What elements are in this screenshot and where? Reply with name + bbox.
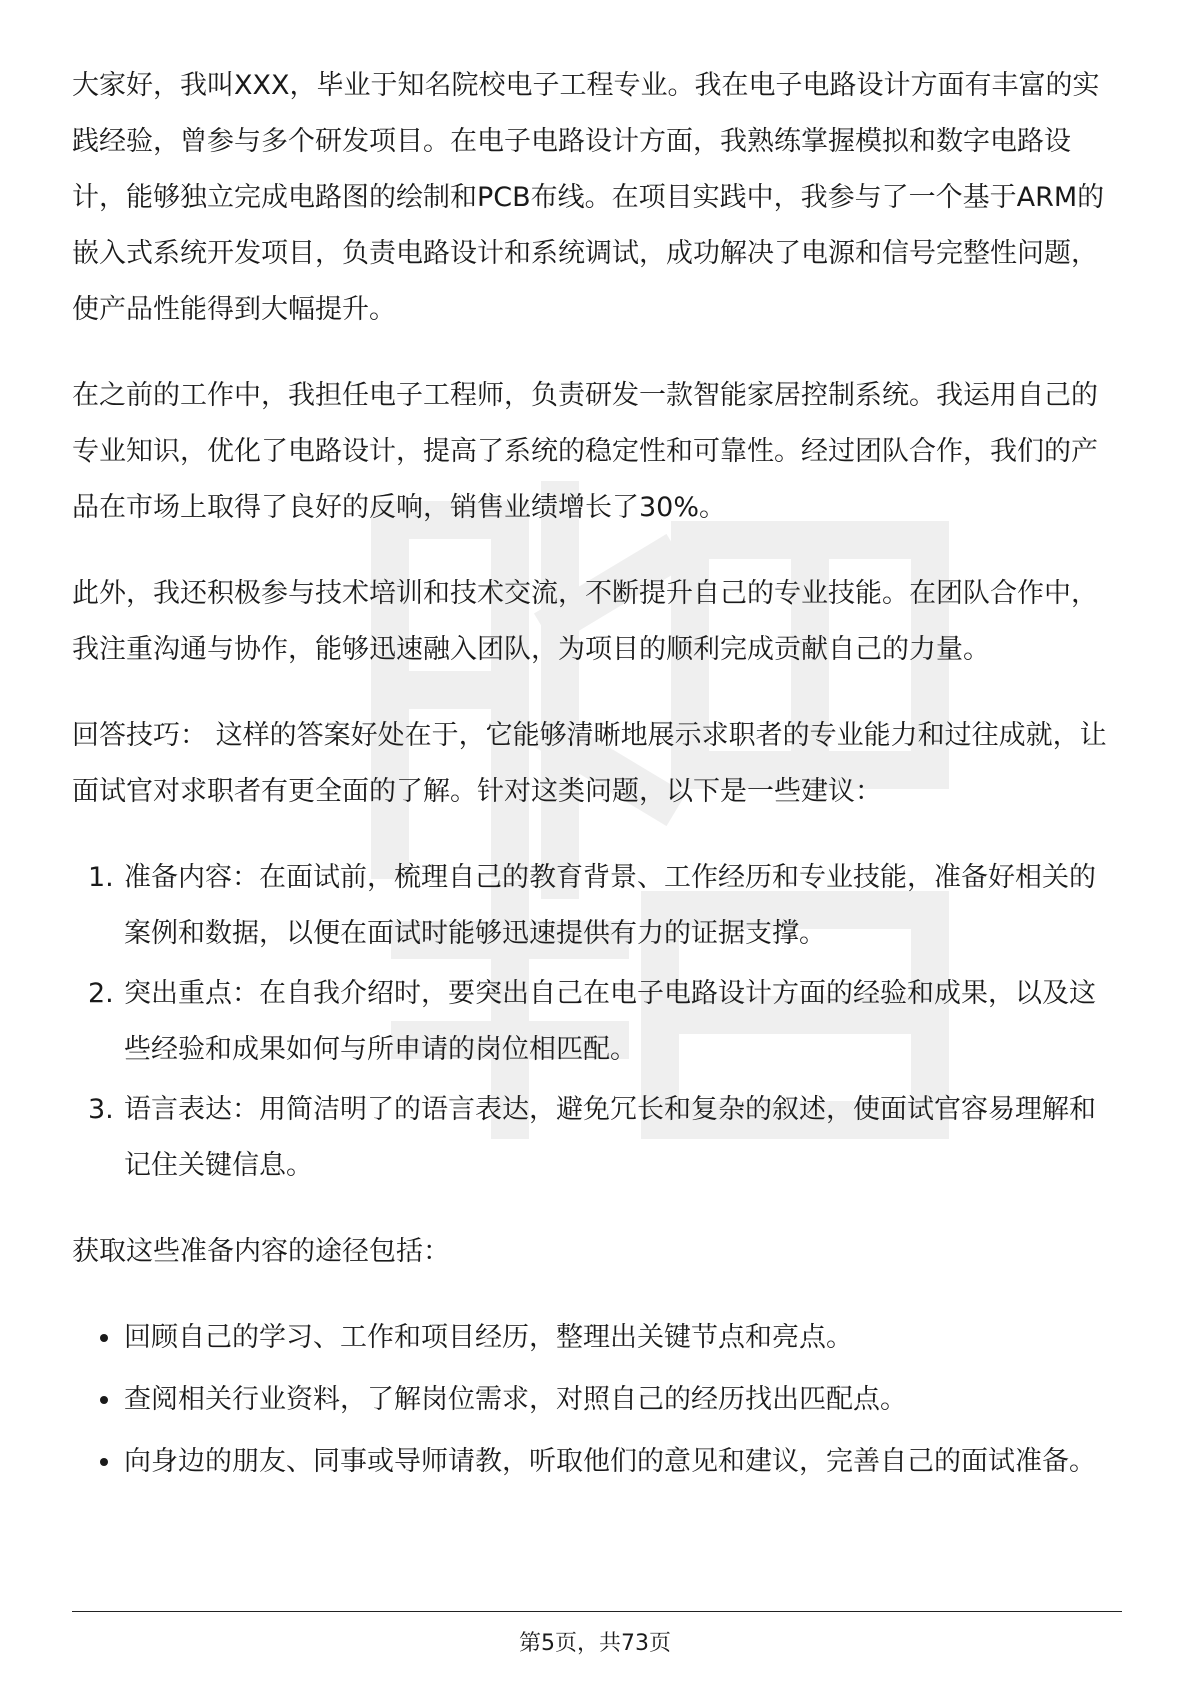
list-item-text: 回顾自己的学习、工作和项目经历，整理出关键节点和亮点。 bbox=[124, 1322, 853, 1353]
work-experience-paragraph: 在之前的工作中，我担任电子工程师，负责研发一款智能家居控制系统。我运用自己的专业知识，优化了电路设计，提高了系统的稳定性和可靠性。经过团队合作，我们的产品在市场上取得了良好的反响，销售业绩增长了30%。 bbox=[72, 380, 1098, 523]
list-number: 1. bbox=[88, 862, 114, 893]
suggestion-list bbox=[72, 850, 1122, 1194]
list-item-text: 语言表达：用简洁明了的语言表达，避免冗长和复杂的叙述，使面试官容易理解和记住关键信息。 bbox=[124, 1094, 1096, 1181]
intro-paragraph: 大家好，我叫XXX，毕业于知名院校电子工程专业。我在电子电路设计方面有丰富的实践经验，曾参与多个研发项目。在电子电路设计方面，我熟练掌握模拟和数字电路设计，能够独立完成电路图的绘制和PCB布线。在项目实践中，我参与了一个基于ARM的嵌入式系统开发项目，负责电路设计和系统调试，成功解决了电源和信号完整性问题，使产品性能得到大幅提升。 bbox=[72, 70, 1105, 325]
sources-bullet-list bbox=[72, 1310, 1122, 1490]
list-item bbox=[72, 1082, 1122, 1194]
sources-intro-paragraph: 获取这些准备内容的途径包括： bbox=[72, 1236, 450, 1267]
page-number: 第5页，共73页 bbox=[519, 1631, 671, 1656]
list-item-text: 查阅相关行业资料，了解岗位需求，对照自己的经历找出匹配点。 bbox=[124, 1384, 907, 1415]
answer-tips-paragraph: 回答技巧： 这样的答案好处在于，它能够清晰地展示求职者的专业能力和过往成就，让面试官对求职者有更全面的了解。针对这类问题，以下是一些建议： bbox=[72, 720, 1107, 807]
list-number: 2. bbox=[88, 978, 114, 1009]
bullet-icon bbox=[100, 1334, 108, 1342]
list-item-text: 突出重点：在自我介绍时，要突出自己在电子电路设计方面的经验和成果，以及这些经验和成果如何与所申请的岗位相匹配。 bbox=[124, 978, 1096, 1065]
document-body bbox=[72, 58, 1122, 1496]
bullet-icon bbox=[100, 1396, 108, 1404]
bullet-icon bbox=[100, 1458, 108, 1466]
list-item bbox=[72, 1310, 1122, 1366]
list-item bbox=[72, 966, 1122, 1078]
list-item bbox=[72, 1372, 1122, 1428]
list-item-text: 准备内容：在面试前，梳理自己的教育背景、工作经历和专业技能，准备好相关的案例和数据，以便在面试时能够迅速提供有力的证据支撑。 bbox=[124, 862, 1096, 949]
list-number: 3. bbox=[88, 1094, 114, 1125]
extra-paragraph: 此外，我还积极参与技术培训和技术交流，不断提升自己的专业技能。在团队合作中，我注重沟通与协作，能够迅速融入团队，为项目的顺利完成贡献自己的力量。 bbox=[72, 578, 1098, 665]
list-item bbox=[72, 1434, 1122, 1490]
footer-divider bbox=[72, 1611, 1122, 1612]
list-item-text: 向身边的朋友、同事或导师请教，听取他们的意见和建议，完善自己的面试准备。 bbox=[124, 1446, 1096, 1477]
list-item bbox=[72, 850, 1122, 962]
